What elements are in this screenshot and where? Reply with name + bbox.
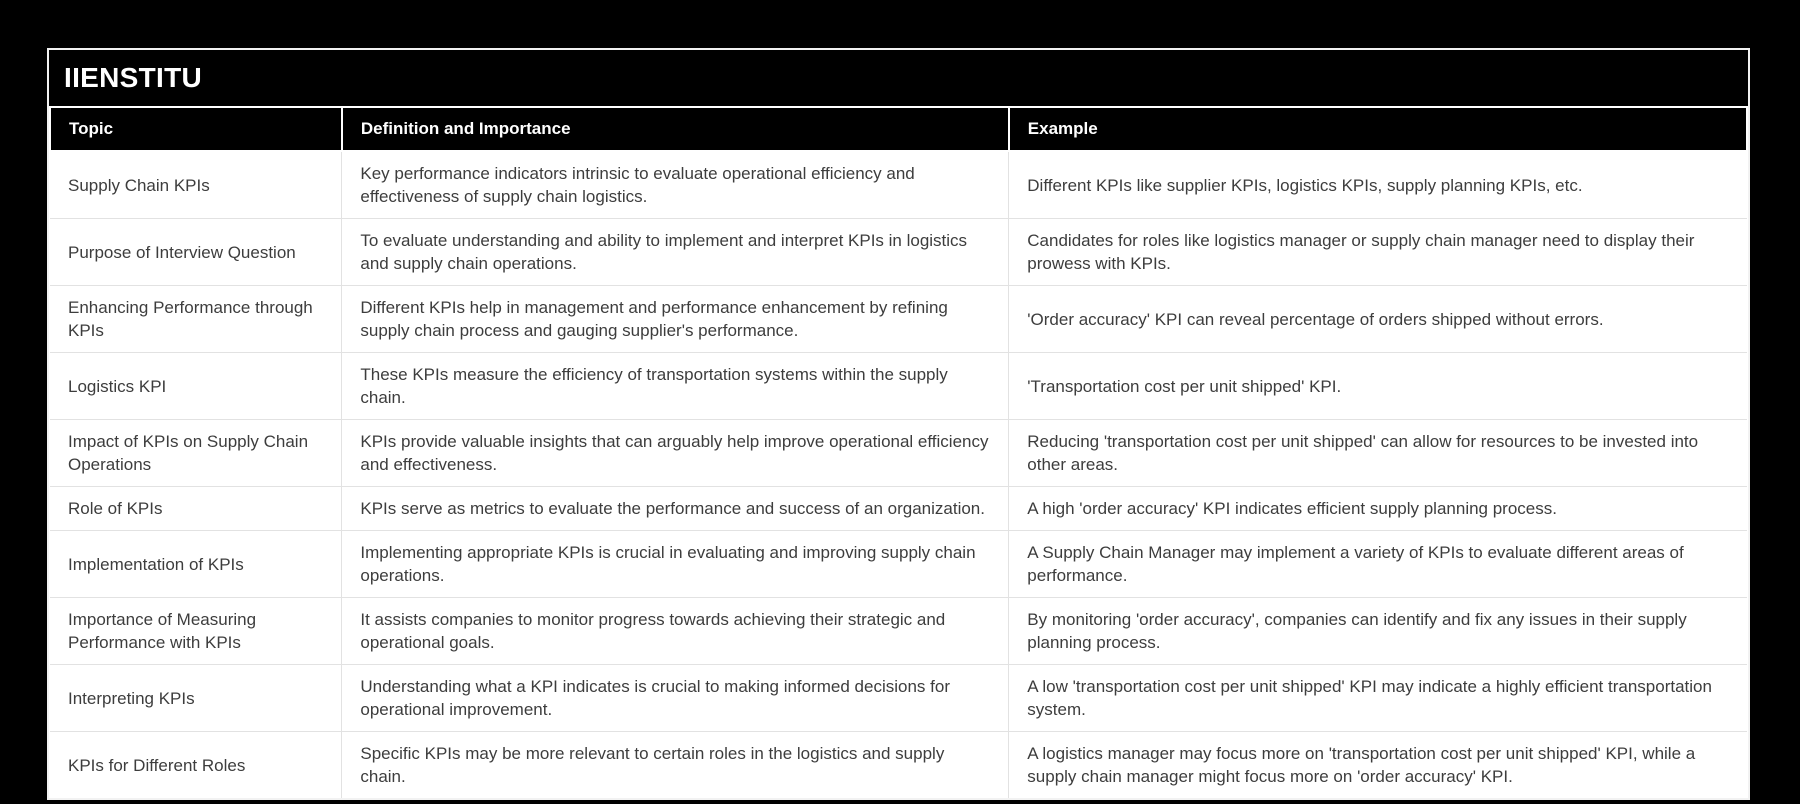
definition-cell: Specific KPIs may be more relevant to certain roles in the logistics and supply chain. <box>342 732 1009 799</box>
definition-cell: KPIs provide valuable insights that can arguably help improve operational efficiency and effectiveness. <box>342 420 1009 487</box>
definition-cell: Understanding what a KPI indicates is crucial to making informed decisions for operational improvement. <box>342 665 1009 732</box>
topic-cell: Role of KPIs <box>50 487 342 531</box>
example-cell: A low 'transportation cost per unit shipped' KPI may indicate a highly efficient transportation system. <box>1009 665 1747 732</box>
example-cell: A Supply Chain Manager may implement a variety of KPIs to evaluate different areas of performance. <box>1009 531 1747 598</box>
definition-cell: To evaluate understanding and ability to implement and interpret KPIs in logistics and supply chain operations. <box>342 219 1009 286</box>
table-row <box>50 732 1747 799</box>
example-cell: By monitoring 'order accuracy', companies can identify and fix any issues in their supply planning process. <box>1009 598 1747 665</box>
topic-cell: Purpose of Interview Question <box>50 219 342 286</box>
kpi-table-card <box>47 48 1750 800</box>
table-row <box>50 353 1747 420</box>
topic-cell: Implementation of KPIs <box>50 531 342 598</box>
table-row <box>50 219 1747 286</box>
example-cell: Candidates for roles like logistics manager or supply chain manager need to display their prowess with KPIs. <box>1009 219 1747 286</box>
definition-cell: KPIs serve as metrics to evaluate the performance and success of an organization. <box>342 487 1009 531</box>
example-cell: 'Order accuracy' KPI can reveal percentage of orders shipped without errors. <box>1009 286 1747 353</box>
table-row <box>50 531 1747 598</box>
example-cell: A high 'order accuracy' KPI indicates efficient supply planning process. <box>1009 487 1747 531</box>
example-cell: 'Transportation cost per unit shipped' KPI. <box>1009 353 1747 420</box>
definition-cell: These KPIs measure the efficiency of transportation systems within the supply chain. <box>342 353 1009 420</box>
topic-cell: Interpreting KPIs <box>50 665 342 732</box>
column-header-example: Example <box>1009 107 1747 151</box>
kpi-table <box>49 106 1748 798</box>
definition-cell: It assists companies to monitor progress towards achieving their strategic and operational goals. <box>342 598 1009 665</box>
header-row <box>50 107 1747 151</box>
column-header-definition: Definition and Importance <box>342 107 1009 151</box>
definition-cell: Different KPIs help in management and performance enhancement by refining supply chain process and gauging supplier's performance. <box>342 286 1009 353</box>
column-header-topic: Topic <box>50 107 342 151</box>
definition-cell: Implementing appropriate KPIs is crucial in evaluating and improving supply chain operations. <box>342 531 1009 598</box>
table-row <box>50 286 1747 353</box>
table-row <box>50 151 1747 219</box>
definition-cell: Key performance indicators intrinsic to evaluate operational efficiency and effectiveness of supply chain logistics. <box>342 151 1009 219</box>
table-row <box>50 420 1747 487</box>
card-title: IIENSTITU <box>64 62 203 93</box>
topic-cell: Supply Chain KPIs <box>50 151 342 219</box>
table-row <box>50 487 1747 531</box>
example-cell: Reducing 'transportation cost per unit shipped' can allow for resources to be invested into other areas. <box>1009 420 1747 487</box>
topic-cell: KPIs for Different Roles <box>50 732 342 799</box>
topic-cell: Enhancing Performance through KPIs <box>50 286 342 353</box>
topic-cell: Impact of KPIs on Supply Chain Operations <box>50 420 342 487</box>
table-row <box>50 598 1747 665</box>
topic-cell: Logistics KPI <box>50 353 342 420</box>
example-cell: Different KPIs like supplier KPIs, logistics KPIs, supply planning KPIs, etc. <box>1009 151 1747 219</box>
topic-cell: Importance of Measuring Performance with KPIs <box>50 598 342 665</box>
table-row <box>50 665 1747 732</box>
example-cell: A logistics manager may focus more on 'transportation cost per unit shipped' KPI, while a supply chain manager might focus more on 'order accuracy' KPI. <box>1009 732 1747 799</box>
